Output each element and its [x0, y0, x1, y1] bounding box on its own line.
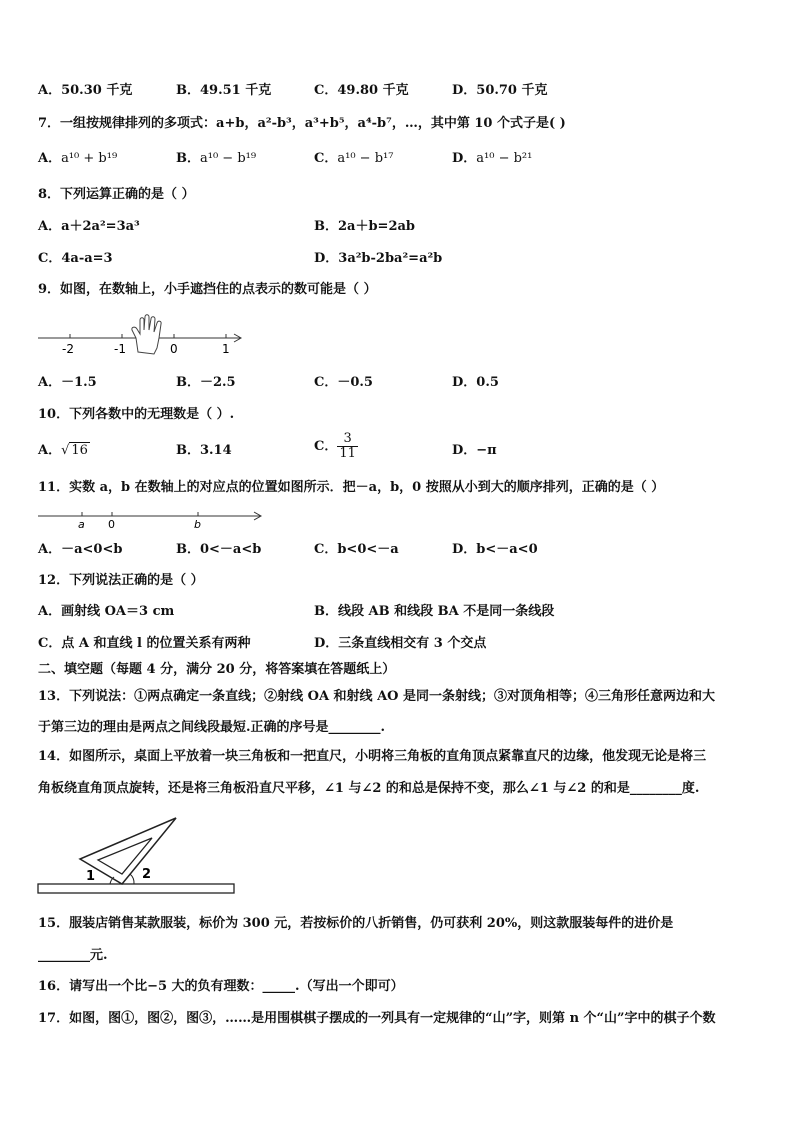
q11-number-line [36, 506, 266, 530]
q10-option-a: A．√ 16 [38, 443, 88, 458]
q6-option-b: B．49.51 千克 [176, 83, 272, 98]
q11-option-a: A．－a<0<b [38, 542, 123, 557]
q10-option-c: C． $\frac{3}{11}$ [314, 431, 356, 461]
q9-tick-label: -1 [114, 342, 126, 356]
angle-1-label: 1 [86, 869, 96, 884]
q9-tick-label: 1 [222, 342, 230, 356]
q7-stem: 7．一组按规律排列的多项式：a+b，a²-b³，a³+b⁵，a⁴-b⁷，…，其中第 10 个式子是( ) [38, 116, 566, 131]
q16-text: 16．请写出一个比−5 大的负有理数：_____.（写出一个即可） [38, 979, 404, 994]
q12-option-c: C．点 A 和直线 l 的位置关系有两种 [38, 636, 251, 651]
q9-option-d: D．0.5 [452, 375, 499, 390]
q6-option-a: A．50.30 千克 [38, 83, 133, 98]
section-heading: 二、填空题（每题 4 分，满分 20 分，将答案填在答题纸上） [38, 662, 396, 677]
q11-stem: 11．实数 a，b 在数轴上的对应点的位置如图所示．把－a，b，0 按照从小到大的顺序排列，正确的是（ ） [38, 480, 665, 495]
q7-option-b: B．a¹⁰ − b¹⁹ [176, 151, 257, 166]
q9-option-c: C．－0.5 [314, 375, 373, 390]
hand-icon [132, 315, 161, 354]
q6-option-d: D．50.70 千克 [452, 83, 548, 98]
q8-stem: 8．下列运算正确的是（ ） [38, 187, 195, 202]
q8-option-c: C．4a-a=3 [38, 251, 113, 266]
q11-point-label: b [194, 518, 201, 530]
q10-option-b: B．3.14 [176, 443, 232, 458]
q7-option-a: A．a¹⁰ + b¹⁹ [38, 151, 118, 166]
q7-option-d: D．a¹⁰ − b²¹ [452, 151, 533, 166]
q8-option-d: D．3a²b-2ba²=a²b [314, 251, 443, 266]
q6-option-c: C．49.80 千克 [314, 83, 409, 98]
q9-option-b: B．－2.5 [176, 375, 236, 390]
q14-line2: 角板绕直角顶点旋转，还是将三角板沿直尺平移，∠1 与∠2 的和总是保持不变，那么∠1 与∠2 的和是________度. [38, 781, 700, 796]
q12-stem: 12．下列说法正确的是（ ） [38, 573, 204, 588]
q13-line1: 13．下列说法：①两点确定一条直线；②射线 OA 和射线 AO 是同一条射线；③对顶角相等；④三角形任意两边和大 [38, 689, 716, 704]
q11-point-label: a [78, 518, 85, 530]
q11-point-label: 0 [108, 518, 115, 530]
q12-option-d: D．三条直线相交有 3 个交点 [314, 636, 487, 651]
q9-tick-label: -2 [62, 342, 74, 356]
q12-option-a: A．画射线 OA＝3 cm [38, 604, 175, 619]
q17-text: 17．如图，图①，图②，图③，……是用围棋棋子摆成的一列具有一定规律的“山”字，则第 n 个“山”字中的棋子个数 [38, 1011, 716, 1026]
q13-line2: 于第三边的理由是两点之间线段最短.正确的序号是________. [38, 720, 386, 735]
q14-triangle-ruler-figure [36, 812, 238, 896]
q12-option-b: B．线段 AB 和线段 BA 不是同一条线段 [314, 604, 555, 619]
q10-option-d: D．−π [452, 443, 497, 458]
q11-option-c: C．b<0<－a [314, 542, 399, 557]
q14-line1: 14．如图所示，桌面上平放着一块三角板和一把直尺，小明将三角板的直角顶点紧靠直尺的边缘，他发现无论是将三 [38, 749, 707, 764]
q11-option-d: D．b<－a<0 [452, 542, 538, 557]
q15-line2: ________元. [38, 948, 108, 963]
q11-option-b: B．0<－a<b [176, 542, 262, 557]
q15-line1: 15．服装店销售某款服装，标价为 300 元，若按标价的八折销售，仍可获利 20%，则这款服装每件的进价是 [38, 916, 674, 931]
q8-option-b: B．2a＋b=2ab [314, 219, 415, 234]
q9-tick-label: 0 [170, 342, 178, 356]
angle-2-label: 2 [142, 867, 152, 882]
q10-stem: 10．下列各数中的无理数是（ ）. [38, 407, 235, 422]
q8-option-a: A．a＋2a²=3a³ [38, 219, 140, 234]
q7-option-c: C．a¹⁰ − b¹⁷ [314, 151, 394, 166]
q9-option-a: A．－1.5 [38, 375, 97, 390]
q9-stem: 9．如图，在数轴上，小手遮挡住的点表示的数可能是（ ） [38, 282, 377, 297]
q9-number-line [36, 312, 246, 358]
